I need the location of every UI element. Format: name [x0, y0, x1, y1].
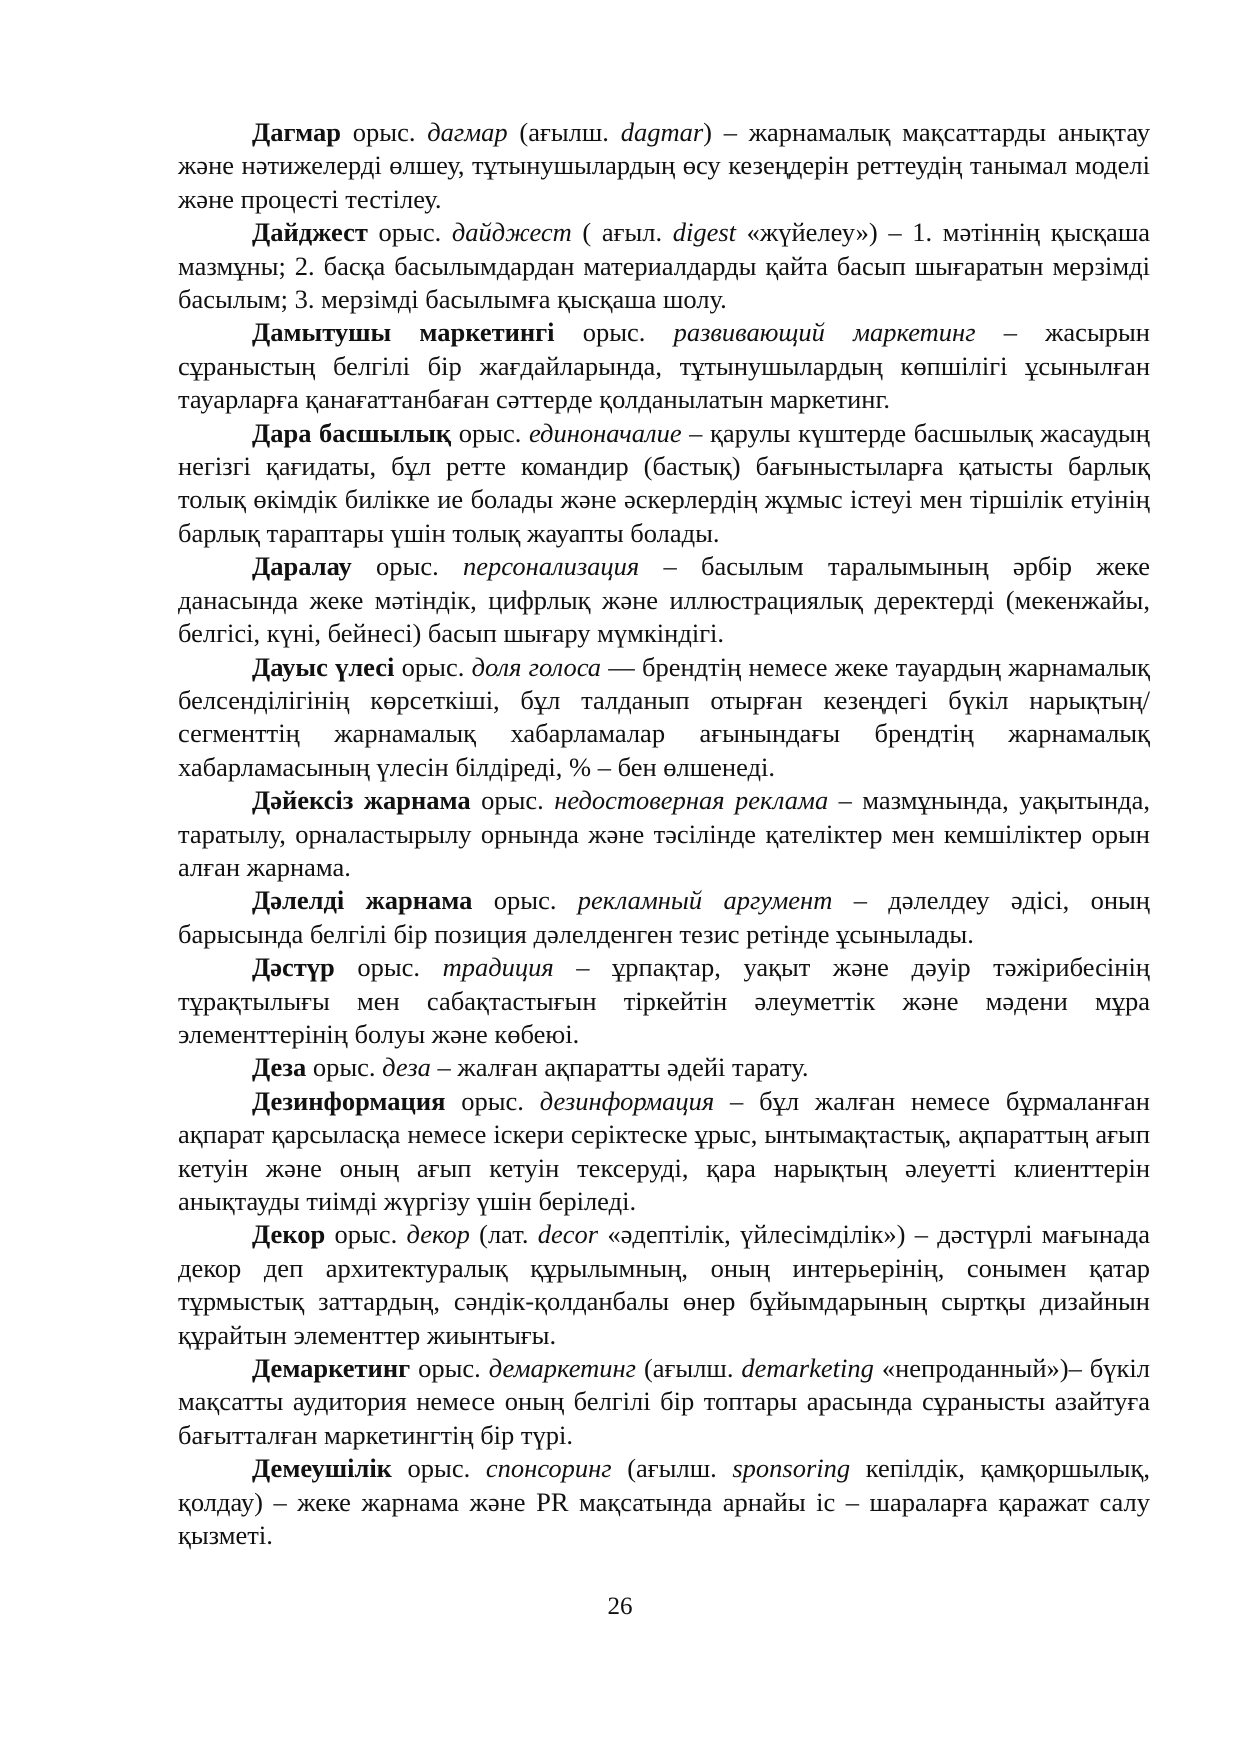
entry-italic-text: demarketing: [741, 1353, 874, 1384]
entry-text: – жасырын сұраныстың белгілі бір жағдайларында, тұтынушылардың көпшілігі ұсынылған тауарларға қанағаттанбаған сәттерде қолданылатын маркетинг.: [178, 317, 1150, 415]
entry-italic-text: деза: [382, 1052, 431, 1083]
entry-term: Демеушілік: [252, 1453, 392, 1484]
glossary-page: [178, 116, 1150, 1552]
glossary-entry: [178, 1085, 1150, 1219]
entry-text: – басылым таралымының әрбір жеке данасында жеке мәтіндік, цифрлық және иллюстрациялық деректерді (мекенжайы, белгісі, күні, бейнесі) басып шығару мүмкіндігі.: [178, 551, 1150, 649]
entry-italic-text: декор: [406, 1219, 470, 1250]
glossary-entry: [178, 116, 1150, 216]
entry-italic-text: decor: [537, 1219, 599, 1250]
entry-text: орыс.: [394, 651, 472, 682]
entry-term: Дауыс үлесі: [252, 651, 395, 682]
entry-text: – жалған ақпаратты әдейі тарату.: [430, 1052, 809, 1083]
entry-text: (лат.: [469, 1219, 538, 1250]
entry-term: Дезинформация: [252, 1085, 446, 1116]
entry-italic-text: спонсоринг: [485, 1453, 612, 1484]
glossary-entry: [178, 216, 1150, 316]
entry-italic-text: digest: [672, 217, 737, 248]
glossary-entry: [178, 784, 1150, 884]
entry-text: «жүйелеу») – 1. мәтіннің қысқаша мазмұны; 2. басқа басылымдардан материалдарды қайта басып шығаратын мерзімді басылым; 3. мерзімді басылымға қысқаша шолу.: [178, 217, 1150, 315]
glossary-entry: [178, 1051, 1150, 1084]
entry-term: Дәстүр: [252, 952, 335, 983]
entry-text: орыс.: [451, 417, 529, 448]
glossary-entry: [178, 884, 1150, 951]
entry-text: (ағылш.: [507, 117, 621, 147]
entry-term: Дайджест: [252, 217, 368, 248]
entry-text: (ағылш.: [636, 1353, 742, 1384]
entry-italic-text: дайджест: [451, 217, 572, 248]
entry-italic-text: персонализация: [463, 551, 640, 582]
entry-term: Дамытушы маркетингі: [252, 317, 555, 348]
entry-text: орыс.: [391, 1453, 486, 1484]
glossary-entry: [178, 550, 1150, 650]
entry-text: (ағылш.: [611, 1453, 733, 1484]
entry-text: орыс.: [341, 117, 428, 147]
entry-italic-text: sponsoring: [732, 1453, 851, 1484]
glossary-entry: [178, 1352, 1150, 1452]
entry-italic-text: недостоверная реклама: [554, 785, 829, 816]
entry-term: Декор: [252, 1219, 326, 1250]
entry-text: «әдептілік, үйлесімділік») – дәстүрлі мағынада декор деп архитектуралық құрылымның, оның интерьерінің, сонымен қатар тұрмыстық заттардың, сәндік-қолданбалы өнер бұйымдарының сыртқы дизайнын құрайтын элементтер жиынтығы.: [178, 1219, 1151, 1350]
entry-term: Дара басшылық: [252, 417, 452, 448]
entry-text: «непроданный»)– бүкіл мақсатты аудитория немесе оның белгілі бір топтары арасында сұранысты азайтуға бағытталған маркетингтің бір түрі.: [178, 1353, 1150, 1450]
entry-term: Деза: [252, 1052, 307, 1083]
entry-text: — брендтің немесе жеке тауардың жарнамалық белсенділігінің көрсеткіші, бұл талданып отырған кезеңдегі бүкіл нарықтың/сегменттің жарнамалық хабарламалар ағынындағы брендтің жарнамалық хабарламасының үлесін білдіреді, % – бен өлшенеді.: [178, 651, 1150, 782]
entry-text: орыс.: [334, 952, 443, 983]
entry-term: Дәйексіз жарнама: [252, 785, 471, 816]
entry-italic-text: традиция: [442, 952, 554, 983]
glossary-entry: [178, 651, 1150, 785]
entry-text: орыс.: [445, 1085, 540, 1116]
entry-italic-text: дагмар: [427, 117, 508, 147]
entry-text: орыс.: [470, 785, 555, 816]
entry-text: – мазмұнында, уақытында, таратылу, орналастырылу орнында және тәсілінде қателіктер мен кемшіліктер орын алған жарнама.: [178, 785, 1151, 882]
entry-italic-text: демаркетинг: [488, 1353, 636, 1384]
entry-text: кепілдік, қамқоршылық, қолдау) – жеке жарнама және PR мақсатында арнайы іс – шараларға қаражат салу қызметі.: [178, 1453, 1150, 1551]
entry-italic-text: дезинформация: [539, 1085, 715, 1116]
entry-italic-text: развивающий маркетинг: [673, 317, 976, 348]
glossary-entry: [178, 1452, 1150, 1552]
entry-term: Демаркетинг: [252, 1353, 411, 1384]
entry-text: орыс.: [351, 551, 463, 582]
entry-text: – ұрпақтар, уақыт және дәуір тәжірибесінің тұрақтылығы мен сабақтастығын тіркейтін әлеуметтік және мәдени мұра элементтерінің болуы және көбеюі.: [178, 952, 1150, 1049]
glossary-entry: [178, 951, 1150, 1051]
entry-term: Дагмар: [252, 117, 342, 147]
entry-text: – дәлелдеу әдісі, оның барысында белгілі бір позиция дәлелденген тезис ретінде ұсынылады.: [178, 885, 1150, 949]
entry-text: орыс.: [554, 317, 674, 348]
page-number: 26: [607, 1593, 633, 1620]
entry-text: ( ағыл.: [571, 217, 673, 248]
entry-text: орыс.: [306, 1052, 383, 1083]
entry-text: ) – жарнамалық мақсаттарды анықтау және нәтижелерді өлшеу, тұтынушылардың өсу кезеңдерін реттеудің танымал моделі және процесті тестілеу.: [178, 117, 1151, 214]
entry-text: орыс.: [325, 1219, 407, 1250]
entry-text: орыс.: [472, 885, 578, 916]
glossary-entry: [178, 417, 1150, 551]
entry-term: Дәлелді жарнама: [252, 885, 473, 916]
entry-italic-text: доля голоса: [471, 651, 602, 682]
entry-text: – қарулы күштерде басшылық жасаудың негізгі қағидаты, бұл ретте командир (бастық) бағыныстыларға қатысты барлық толық өкімдік билікке ие болады және әскерлердің жұмыс істеуі мен тіршілік етуінің барлық тараптары үшін толық жауапты болады.: [178, 417, 1150, 548]
entry-term: Даралау: [252, 551, 352, 582]
glossary-entry: [178, 316, 1150, 416]
entry-italic-text: единоначалие: [528, 417, 682, 448]
glossary-entry: [178, 1218, 1150, 1352]
entry-text: орыс.: [410, 1353, 489, 1384]
entry-text: орыс.: [367, 217, 452, 248]
entry-text: – бұл жалған немесе бұрмаланған ақпарат қарсыласқа немесе іскери серіктеске ұрыс, ынтымақтастық, ақпараттың ағып кетуін және оның ағып кетуін тексеруді, қара нарықтың әлеуетті клиенттерін анықтауды тиімді жүргізу үшін беріледі.: [178, 1085, 1150, 1216]
entry-italic-text: рекламный аргумент: [577, 885, 833, 916]
entry-italic-text: dagmar: [620, 117, 704, 147]
